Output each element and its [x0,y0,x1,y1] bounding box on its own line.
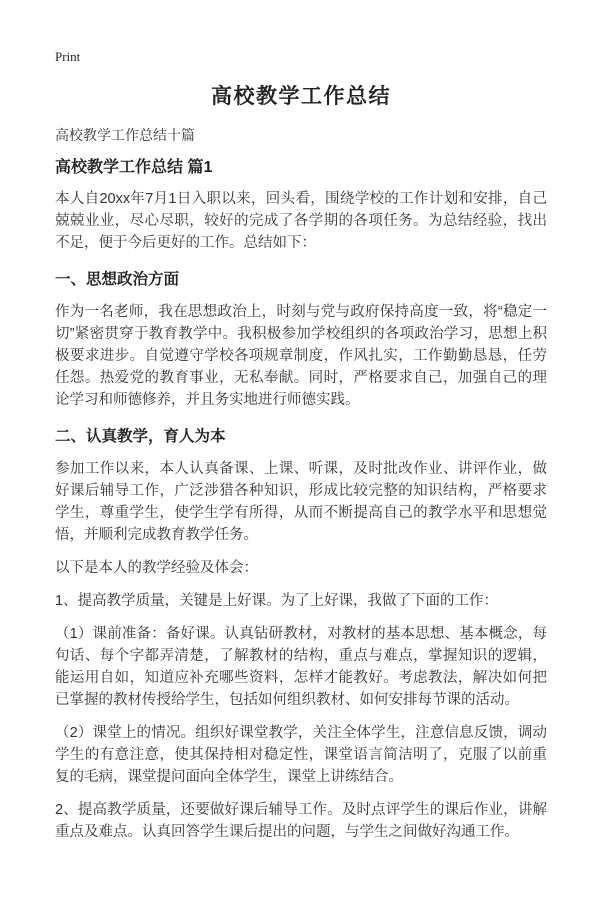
paragraph: 1、提高教学质量，关键是上好课。为了上好课，我做了下面的工作： [55,593,499,609]
article-heading: 高校教学工作总结 篇1 [55,159,213,176]
page-title: 高校教学工作总结 [211,85,391,108]
paragraph: 作为一名老师，我在思想政治上，时刻与党与政府保持高度一致，将“稳定一切”紧密贯穿于教育教学中。我积极参加学校组织的各项政治学习，思想上积极要求进步。自觉遵守学校各项规章制度，作风扎实，工作勤勤恳恳，任劳任怨。热爱党的教育事业，无私奉献。同时，严格要求自己，加强自己的理论学习和师德修养，并且务实地进行师德实践。 [55,304,547,408]
page-subtitle: 高校教学工作总结十篇 [55,127,195,143]
paragraph: 以下是本人的教学经验及体会： [55,560,258,576]
article-blocks [55,188,547,843]
section-heading: 一、思想政治方面 [55,271,180,288]
paragraph: （1）课前准备：备好课。认真钻研教材，对教材的基本思想、基本概念，每句话、每个字都弄清楚，了解教材的结构，重点与难点，掌握知识的逻辑，能运用自如，知道应补充哪些资料，怎样才能教好。考虑教法，解决如何把已掌握的教材传授给学生，包括如何组织教材、如何安排每节课的活动。 [55,626,547,708]
print-link[interactable]: Print [55,49,81,64]
paragraph: 参加工作以来，本人认真备课、上课、听课，及时批改作业、讲评作业，做好课后辅导工作，广泛涉猎各种知识，形成比较完整的知识结构，严格要求学生，尊重学生，使学生学有所得，从而不断提高自己的教学水平和思想觉悟，并顺利完成教育教学任务。 [55,461,547,543]
paragraph: 本人自20xx年7月1日入职以来，回头看，围绕学校的工作计划和安排，自己兢兢业业，尽心尽职，较好的完成了各学期的各项任务。为总结经验，找出不足，便于今后更好的工作。总结如下： [55,191,547,251]
paragraph: （2）课堂上的情况。组织好课堂教学，关注全体学生，注意信息反馈，调动学生的有意注意，使其保持相对稳定性，课堂语言简洁明了，克服了以前重复的毛病，课堂提问面向全体学生，课堂上讲练结合。 [55,725,547,785]
paragraph: 2、提高教学质量，还要做好课后辅导工作。及时点评学生的课后作业，讲解重点及难点。认真回答学生课后提出的问题，与学生之间做好沟通工作。 [55,802,547,840]
section-heading: 二、认真教学，育人为本 [55,428,226,445]
